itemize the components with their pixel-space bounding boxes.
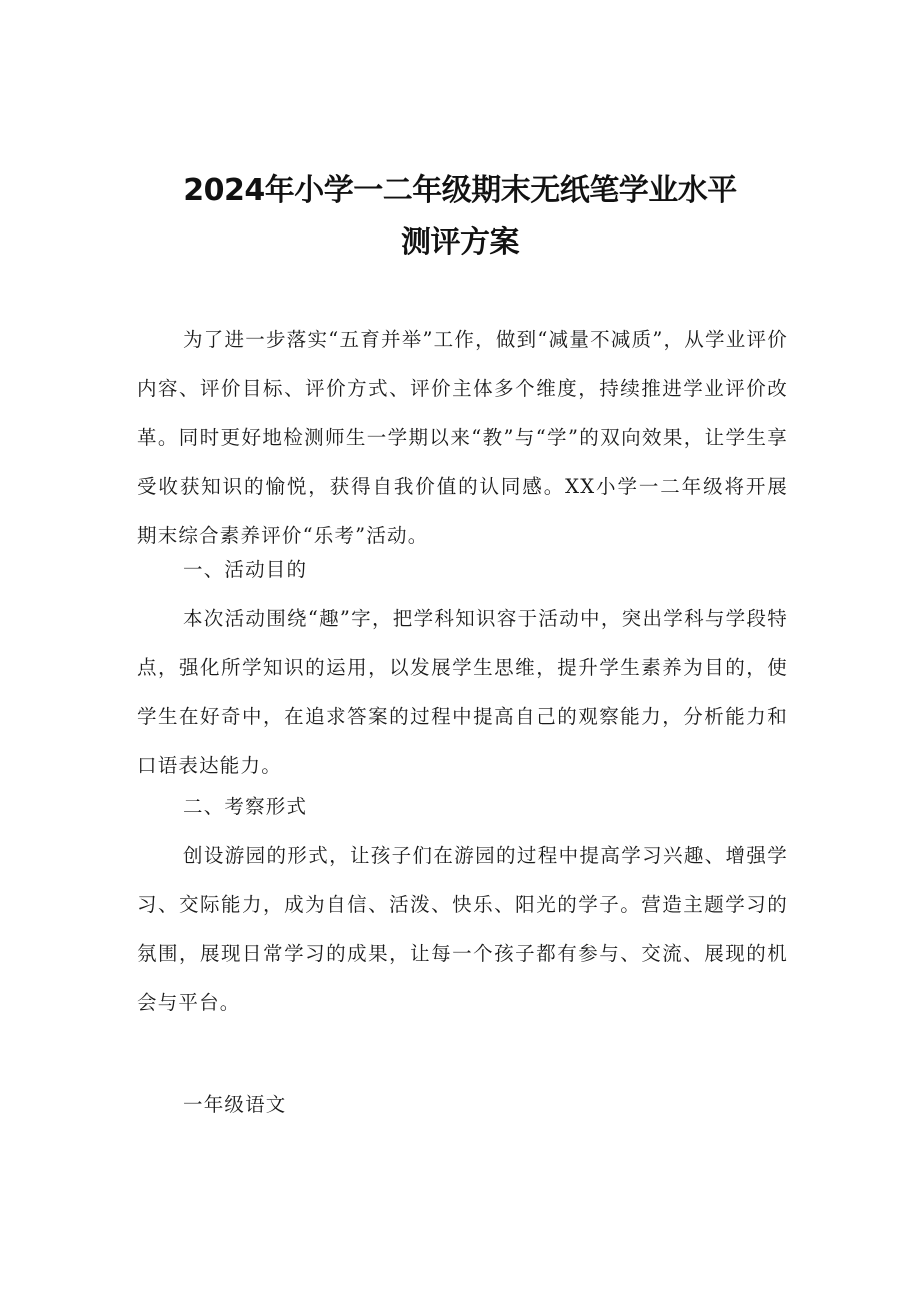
section-paragraph-activity-purpose: 本次活动围绕“趣”字，把学科知识容于活动中，突出学科与学段特点，强化所学知识的运用，以发展学生思维，提升学生素养为目的，使学生在好奇中，在追求答案的过程中提高自己的观察能力，分析能力和口语表达能力。: [137, 607, 788, 777]
section-heading-activity-purpose: 一、活动目的: [183, 558, 308, 581]
section-heading-assessment-form: 二、考察形式: [183, 795, 308, 818]
section-paragraph-assessment-form: 创设游园的形式，让孩子们在游园的过程中提高学习兴趣、增强学习、交际能力，成为自信、活泼、快乐、阳光的学子。营造主题学习的氛围，展现日常学习的成果，让每一个孩子都有参与、交流、展现的机会与平台。: [137, 844, 788, 1014]
intro-paragraph: 为了进一步落实“五育并举”工作，做到“减量不减质”，从学业评价内容、评价目标、评价方式、评价主体多个维度，持续推进学业评价改革。同时更好地检测师生一学期以来“教”与“学”的双向效果，让学生享受收获知识的愉悦，获得自我价值的认同感。XX小学一二年级将开展期末综合素养评价“乐考”活动。: [137, 328, 788, 547]
document-title-line1: 2024年小学一二年级期末无纸笔学业水平: [183, 173, 737, 208]
document-title-line2: 测评方案: [401, 225, 519, 260]
section-heading-grade1-chinese: 一年级语文: [183, 1093, 287, 1116]
